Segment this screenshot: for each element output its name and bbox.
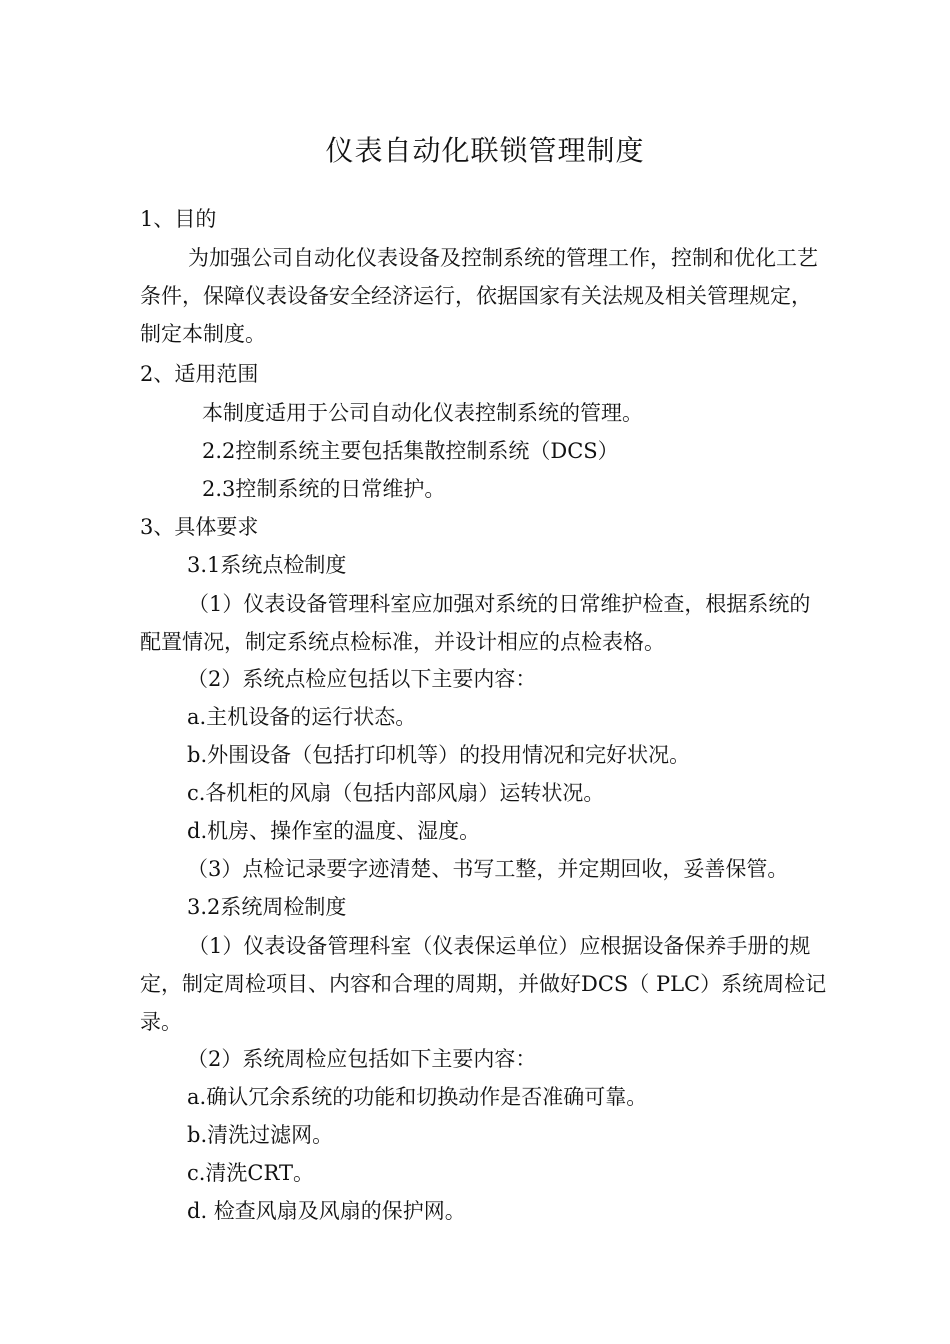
section-1-heading: 1、目的 bbox=[140, 207, 217, 231]
subsection-3-1-paragraph-1-text: （1）仪表设备管理科室应加强对系统的日常维护检查，根据系统的配置情况，制定系统点检标准，并设计相应的点检表格。 bbox=[140, 592, 811, 654]
subsection-3-2-paragraph-1-text: （1）仪表设备管理科室（仪表保运单位）应根据设备保养手册的规定，制定周检项目、内容和合理的周期，并做好DCS（ PLC）系统周检记录。 bbox=[140, 934, 827, 1034]
subsection-3-1-paragraph-2: （2）系统点检应包括以下主要内容： bbox=[187, 667, 537, 691]
list-item: a.主机设备的运行状态。 bbox=[187, 705, 417, 729]
section-2-line-2: 2.2控制系统主要包括集散控制系统（DCS） bbox=[202, 439, 619, 463]
list-item: a.确认冗余系统的功能和切换动作是否准确可靠。 bbox=[187, 1085, 648, 1109]
section-3-heading: 3、具体要求 bbox=[140, 515, 259, 539]
section-2-line-3: 2.3控制系统的日常维护。 bbox=[202, 477, 446, 501]
section-2-line-1: 本制度适用于公司自动化仪表控制系统的管理。 bbox=[202, 401, 643, 425]
subsection-3-2-paragraph-2: （2）系统周检应包括如下主要内容： bbox=[187, 1047, 537, 1071]
list-item: b.外围设备（包括打印机等）的投用情况和完好状况。 bbox=[187, 743, 691, 767]
list-item: d. 检查风扇及风扇的保护网。 bbox=[187, 1199, 466, 1223]
list-item: b.清洗过滤网。 bbox=[187, 1123, 334, 1147]
subsection-3-1-paragraph-3: （3）点检记录要字迹清楚、书写工整，并定期回收，妥善保管。 bbox=[187, 857, 789, 881]
list-item: d.机房、操作室的温度、湿度。 bbox=[187, 819, 481, 843]
list-item: c.各机柜的风扇（包括内部风扇）运转状况。 bbox=[187, 781, 605, 805]
section-2-heading: 2、适用范围 bbox=[140, 362, 259, 386]
list-item: c.清洗CRT。 bbox=[187, 1161, 314, 1185]
subsection-3-2-heading: 3.2系统周检制度 bbox=[187, 895, 347, 919]
section-1-paragraph bbox=[140, 239, 830, 353]
section-1-paragraph-text: 为加强公司自动化仪表设备及控制系统的管理工作，控制和优化工艺条件，保障仪表设备安全经济运行，依据国家有关法规及相关管理规定，制定本制度。 bbox=[140, 246, 818, 346]
document-title: 仪表自动化联锁管理制度 bbox=[325, 134, 645, 167]
subsection-3-2-paragraph-1 bbox=[140, 927, 830, 1041]
subsection-3-1-paragraph-1 bbox=[140, 585, 830, 661]
subsection-3-1-heading: 3.1系统点检制度 bbox=[187, 553, 347, 577]
